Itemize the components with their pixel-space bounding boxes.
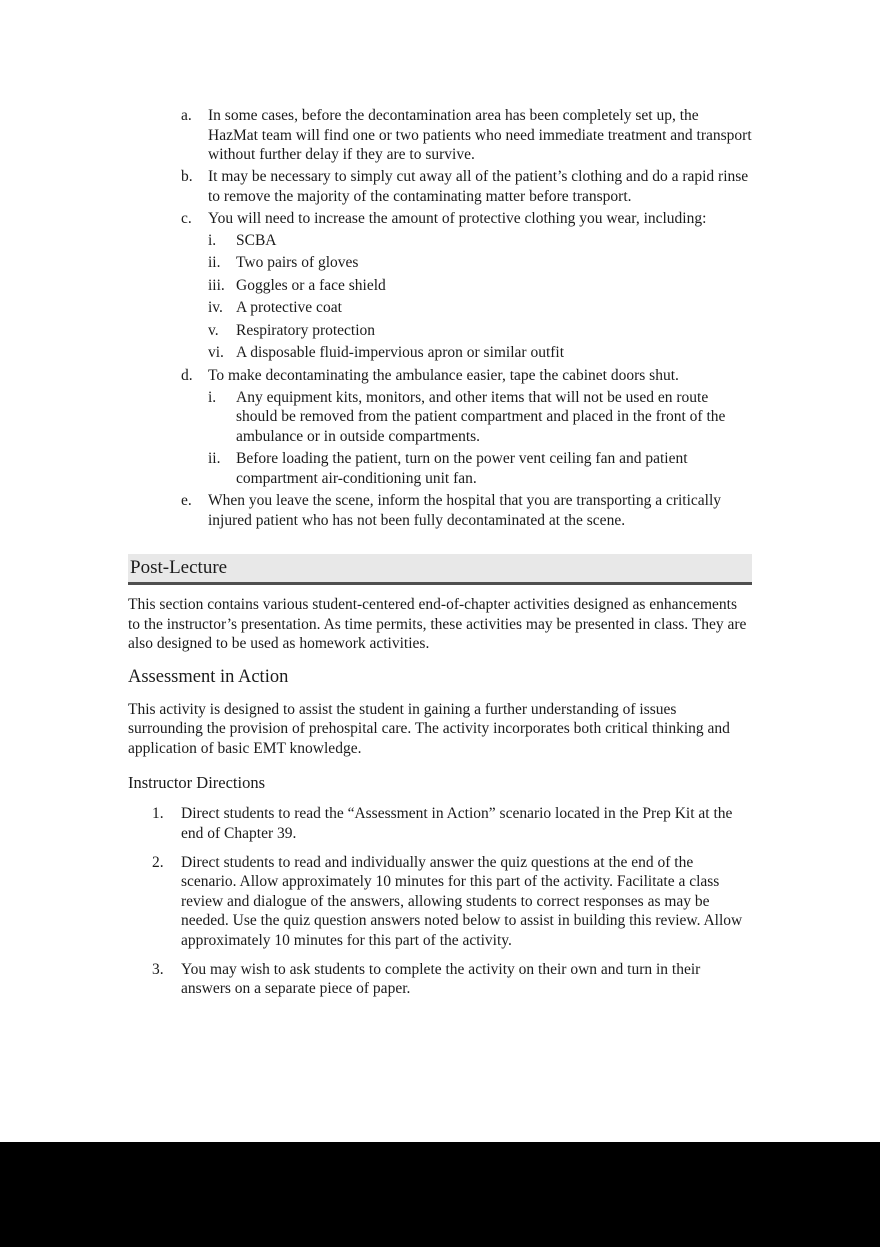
list-item-text: Respiratory protection [236,321,376,339]
assessment-in-action-intro: This activity is designed to assist the student in gaining a further understanding of issues surrounding the provision of prehospital care. The activity incorporates both critical thinking and application of basic EMT knowledge. [128,700,730,757]
list-marker: 1. [152,805,164,822]
list-marker: d. [181,366,193,384]
outside-page-area [0,1142,880,1247]
list-marker: iii. [208,276,225,294]
step-3 [152,960,752,999]
list-marker: c. [181,209,192,227]
sub-item-goggles [208,276,752,296]
section-heading-instructor-directions: Instructor Directions [128,773,266,792]
list-item-text: Goggles or a face shield [236,276,386,294]
list-item-text: SCBA [236,231,277,249]
list-item-text: A protective coat [236,299,342,316]
list-item-text: Any equipment kits, monitors, and other items that will not be used en route should be removed from the patient compartment and placed in the front of the ambulance or in outside compartments. [236,388,726,445]
sub-item-apron [208,343,752,363]
list-item-text: You may wish to ask students to complete the activity on their own and turn in their answers on a separate piece of paper. [181,960,701,997]
list-marker: i. [208,388,217,406]
sub-item-gloves [208,253,752,273]
sub-item-vent-fan [208,449,752,488]
list-marker: iv. [208,299,223,316]
list-item-text: Two pairs of gloves [236,254,359,271]
list-item-text: It may be necessary to simply cut away all of the patient’s clothing and do a rapid rinse to remove the majority of the contaminating matter before transport. [208,168,749,205]
list-marker: ii. [208,254,221,271]
list-marker: 2. [152,853,164,871]
list-item-d [181,366,752,386]
list-marker: b. [181,168,193,185]
step-2 [152,853,752,951]
list-item-text: A disposable fluid-impervious apron or similar outfit [236,344,565,361]
list-marker: i. [208,231,217,249]
list-item-text: Before loading the patient, turn on the power vent ceiling fan and patient compartment air-conditioning unit fan. [236,450,688,487]
list-item-b [181,167,752,206]
section-heading-assessment-in-action: Assessment in Action [128,666,289,687]
list-item-text: You will need to increase the amount of protective clothing you wear, including: [208,209,707,227]
list-item-a [181,106,752,165]
list-item-text: When you leave the scene, inform the hospital that you are transporting a critically injured patient who has not been fully decontaminated at the scene. [208,492,722,529]
list-item-text: Direct students to read and individually answer the quiz questions at the end of the scenario. Allow approximately 10 minutes for this part of the activity. Facilitate a class review and dialogue of the answers, allowing students to correct responses as may be needed. Use the quiz question answers noted below to assist in building this review. Allow approximately 10 minutes for this part of the activity. [181,853,743,949]
sub-item-respiratory [208,321,752,341]
sub-item-coat [208,298,752,318]
list-item-text: In some cases, before the decontamination area has been completely set up, the HazMat team will find one or two patients who need immediate treatment and transport without further delay if they are to survive. [208,107,752,163]
sub-item-scba [208,231,752,251]
list-marker: 3. [152,960,164,978]
section-heading-post-lecture: Post-Lecture [128,554,752,585]
list-item-e [181,491,752,530]
list-item-c [181,209,752,229]
list-marker: vi. [208,344,224,361]
list-marker: a. [181,107,192,124]
list-item-text: Direct students to read the “Assessment in Action” scenario located in the Prep Kit at the end of Chapter 39. [181,805,733,842]
sub-item-equipment [208,388,752,447]
list-item-text: To make decontaminating the ambulance easier, tape the cabinet doors shut. [208,366,679,384]
list-marker: ii. [208,450,221,467]
post-lecture-intro: This section contains various student-centered end-of-chapter activities designed as enhancements to the instructor’s presentation. As time permits, these activities may be presented in class. They are also designed to be used as homework activities. [128,596,747,652]
list-marker: v. [208,321,219,339]
step-1 [152,804,752,843]
list-marker: e. [181,492,192,509]
